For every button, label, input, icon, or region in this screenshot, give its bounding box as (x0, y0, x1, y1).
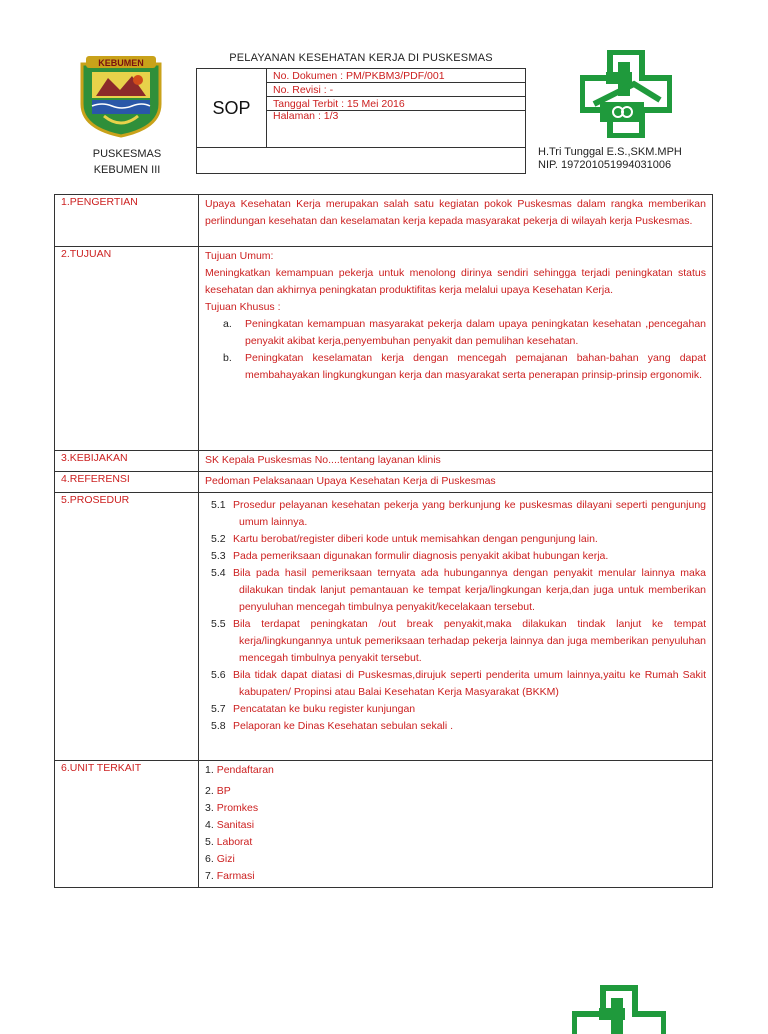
document-title: PELAYANAN KESEHATAN KERJA DI PUSKESMAS (229, 52, 493, 64)
procedure-item: 5.4 Bila pada hasil pemeriksaan ternyata ada hubungannya dengan penyakit menular lainnya maka dilakukan tindak lanjut pemantauan ke tempat kerja/lingkungan kerja,dan juga untuk memberikan penyuluhan mencegah timbulnya penyakit/kecelakaan tersebut. (211, 567, 706, 613)
procedure-item: 5.2 Kartu berobat/register diberi kode untuk memisahkan dengan pengunjung lain. (211, 533, 598, 545)
signer-name: H.Tri Tunggal E.S.,SKM.MPH (538, 146, 682, 158)
procedure-item: 5.3 Pada pemeriksaan digunakan formulir diagnosis penyakit akibat hubungan kerja. (211, 550, 609, 562)
kebumen-emblem-icon (76, 56, 166, 138)
row-prosedur (55, 493, 713, 761)
text-pengertian: Upaya Kesehatan Kerja merupakan salah satu kegiatan pokok Puskesmas dalam rangka memberikan perlindungan kesehatan dan keselamatan kerja kepada masyarakat pekerja di wilayah kerja Puskesmas. (199, 195, 713, 247)
sop-header-box (196, 68, 526, 174)
procedure-item: 5.8 Pelaporan ke Dinas Kesehatan sebulan sekali . (211, 720, 454, 732)
puskesmas-line2: KEBUMEN III (93, 164, 161, 176)
procedure-item: 5.1 Prosedur pelayanan kesehatan pekerja yang berkunjung ke puskesmas dilayani seperti pengunjung umum lainnya. (211, 499, 706, 528)
cell-prosedur (199, 493, 713, 761)
tujuan-umum-text: Meningkatkan kemampuan pekerja untuk menolong dirinya sendiri sehingga terjadi peningkatan status kesehatan dan akhirnya peningkatan produktifitas kerja melalui upaya Kesehatan Kerja. (205, 267, 706, 296)
label-prosedur: 5.PROSEDUR (55, 493, 199, 761)
row-unit-terkait (55, 761, 713, 888)
issued-date: Tanggal Terbit : 15 Mei 2016 (267, 97, 525, 111)
label-kebijakan: 3.KEBIJAKAN (55, 451, 199, 472)
unit-item: 6. Gizi (205, 853, 235, 865)
label-unit-terkait: 6.UNIT TERKAIT (55, 761, 199, 888)
text-referensi: Pedoman Pelaksanaan Upaya Kesehatan Kerja di Puskesmas (199, 472, 713, 493)
page-number: Halaman : 1/3 (273, 110, 339, 122)
label-pengertian: 1.PENGERTIAN (55, 195, 199, 247)
text-kebijakan: SK Kepala Puskesmas No....tentang layanan klinis (199, 451, 713, 472)
tujuan-khusus-item: a. Peningkatan kemampuan masyarakat pekerja dalam upaya peningkatan kesehatan ,pencegahan penyakit akibat kerja,penyembuhan penyakit dan pemulihan kesehatan. (223, 318, 706, 347)
unit-item: 3. Promkes (205, 802, 259, 814)
signer-block (538, 146, 738, 172)
row-referensi (55, 472, 713, 493)
row-kebijakan (55, 451, 713, 472)
puskesmas-plus-logo-icon-bottom (572, 984, 666, 1034)
puskesmas-plus-logo-icon (580, 50, 672, 138)
tujuan-khusus-item: b. Peningkatan keselamatan kerja dengan mencegah pemajanan bahan-bahan yang dapat membahayakan lingkungkungan kerja dan masyarakat serta penerapan prinsip-prinsip ergonomik. (223, 352, 706, 381)
label-tujuan: 2.TUJUAN (55, 247, 199, 451)
unit-item: 4. Sanitasi (205, 819, 255, 831)
emblem-banner-text: KEBUMEN (98, 58, 144, 68)
tujuan-umum-title: Tujuan Umum: (205, 250, 274, 262)
label-referensi: 4.REFERENSI (55, 472, 199, 493)
puskesmas-name (72, 146, 182, 178)
unit-item: 7. Farmasi (205, 870, 255, 882)
procedure-item: 5.6 Bila tidak dapat diatasi di Puskesmas,dirujuk seperti penderita umum lainnya,yaitu ke Rumah Sakit kabupaten/ Propinsi atau Balai Kesehatan Kerja Masyarakat (BKKM) (211, 669, 706, 698)
sop-label: SOP (197, 69, 267, 147)
row-tujuan (55, 247, 713, 451)
cell-unit-terkait (199, 761, 713, 888)
doc-number: No. Dokumen : PM/PKBM3/PDF/001 (267, 69, 525, 83)
signer-nip: NIP. 197201051994031006 (538, 159, 672, 171)
unit-item: 2. BP (205, 785, 231, 797)
unit-item: 5. Laborat (205, 836, 253, 848)
procedure-item: 5.5 Bila terdapat peningkatan /out break penyakit,maka dilakukan tindak lanjut ke tempat kerja/lingkungannya untuk pemeriksaan terhadap pekerja lainnya dan juga memberikan penyuluhan mencegah timbulnya penyakit tersebut. (211, 618, 706, 664)
sop-content-table (54, 194, 713, 888)
cell-tujuan (199, 247, 713, 451)
revision-number: No. Revisi : - (267, 83, 525, 97)
unit-item: 1. Pendaftaran (205, 764, 274, 776)
puskesmas-line1: PUSKESMAS (92, 148, 162, 160)
row-pengertian (55, 195, 713, 247)
header-divider (197, 147, 525, 148)
procedure-item: 5.7 Pencatatan ke buku register kunjungan (211, 703, 416, 715)
tujuan-khusus-title: Tujuan Khusus : (205, 301, 281, 313)
